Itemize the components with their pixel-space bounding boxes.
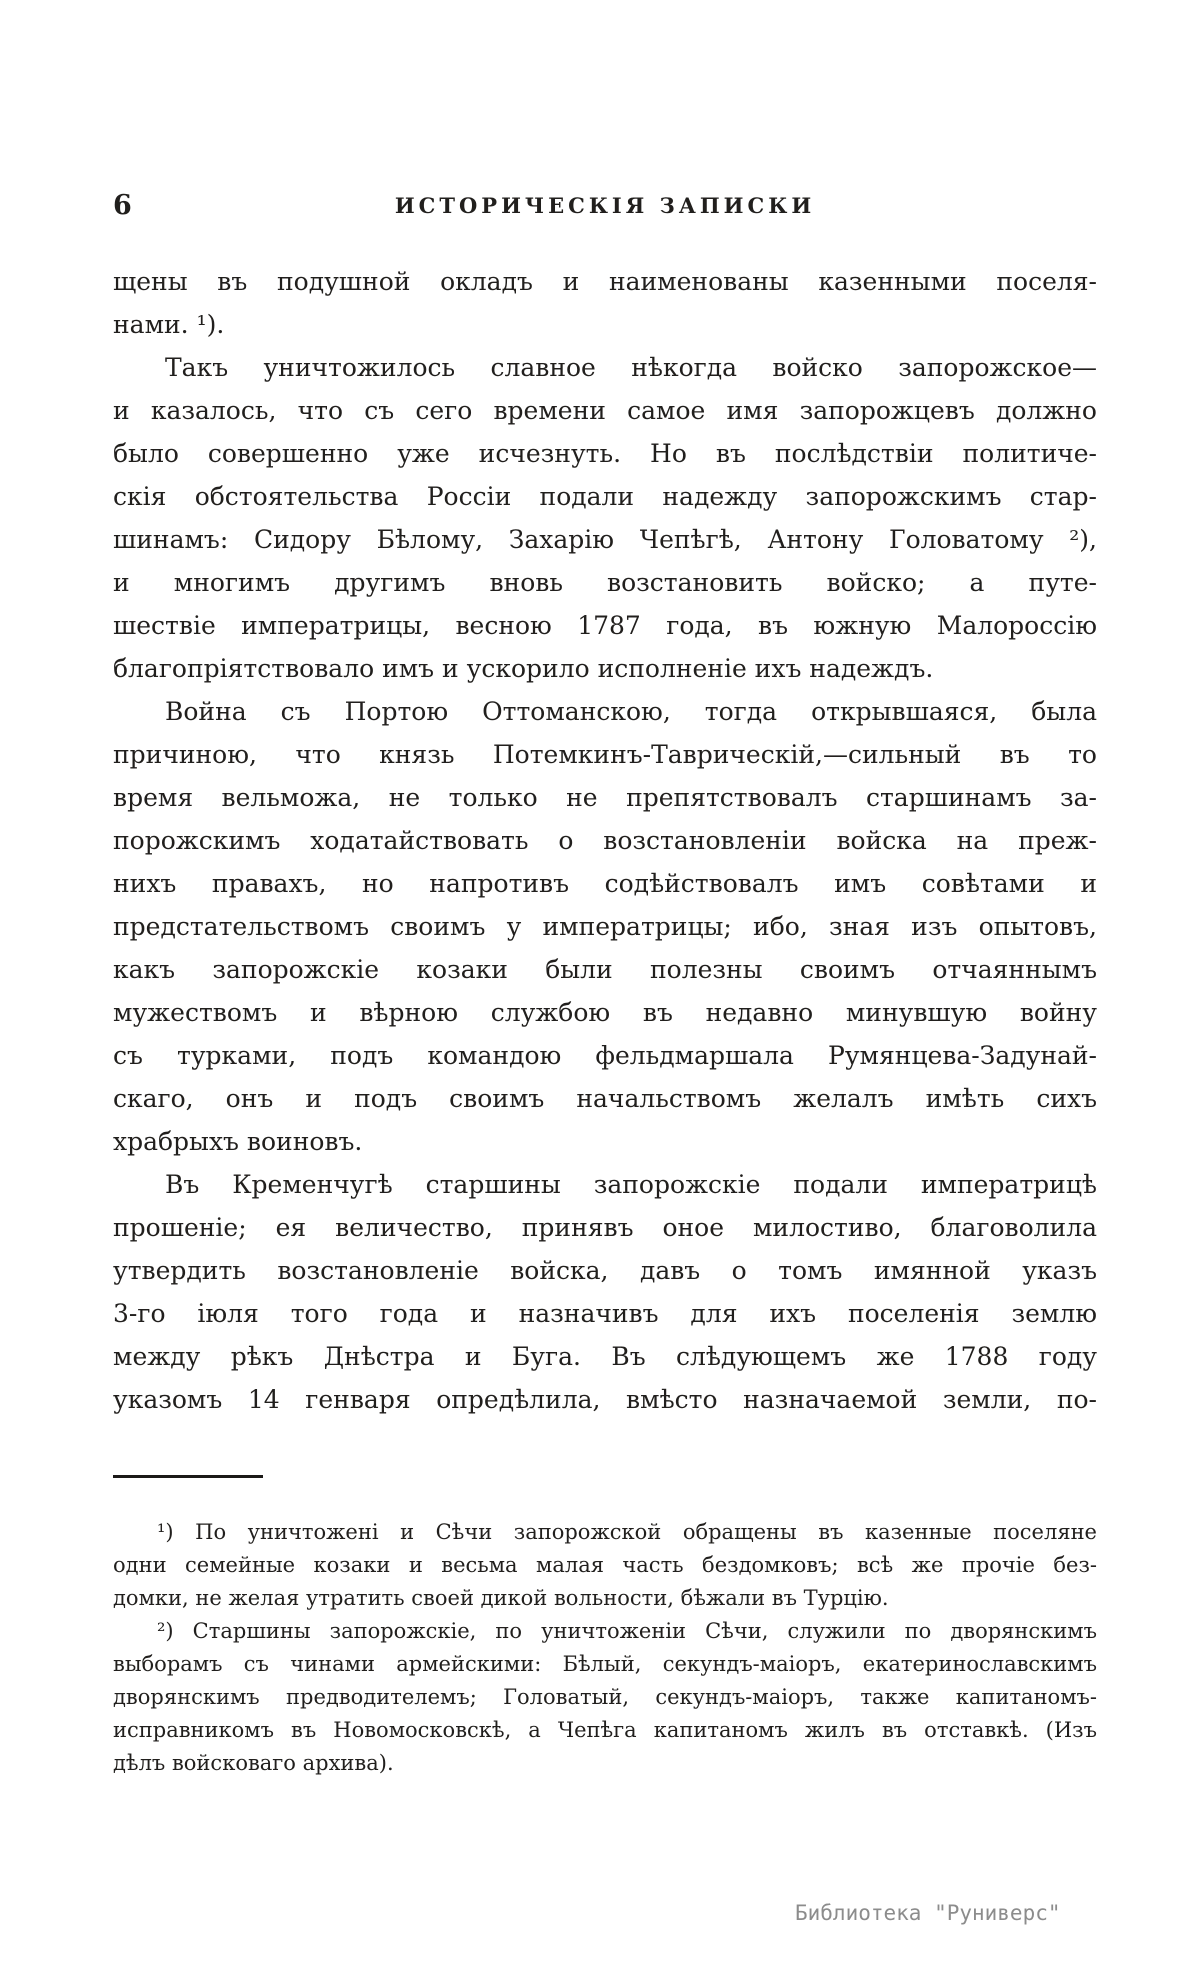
body-line: прошеніе; ея величество, принявъ оное милостиво, благоволила [113,1213,1097,1242]
body-line: причиною, что князь Потемкинъ-Таврическій,—сильный въ то [113,740,1097,769]
body-line: шествіе императрицы, весною 1787 года, въ южную Малороссію [113,611,1097,640]
footnote-line: домки, не желая утратить своей дикой вольности, бѣжали въ Турцію. [113,1586,889,1610]
body-line: Въ Кременчугѣ старшины запорожскіе подали императрицѣ [165,1170,1097,1199]
body-line: предстательствомъ своимъ у императрицы; ибо, зная изъ опытовъ, [113,912,1097,941]
body-line: мужествомъ и вѣрною службою въ недавно минувшую войну [113,998,1097,1027]
footnote-line: дворянскимъ предводителемъ; Головатый, секундъ-маіоръ, также капитаномъ- [113,1685,1097,1709]
body-line: съ турками, подъ командою фельдмаршала Румянцева-Задунай- [113,1041,1097,1070]
footnote-line: дѣлъ войсковаго архива). [113,1751,394,1775]
body-line: щены въ подушной окладъ и наименованы казенными поселя- [113,267,1097,296]
body-line: Такъ уничтожилось славное нѣкогда войско запорожское— [165,353,1097,382]
body-line: Война съ Портою Оттоманскою, тогда открывшаяся, была [165,697,1097,726]
body-line: 3-го іюля того года и назначивъ для ихъ поселенія землю [113,1299,1097,1328]
body-line: нихъ правахъ, но напротивъ содѣйствовалъ имъ совѣтами и [113,869,1097,898]
page-number: 6 [113,190,133,221]
footnote-line: ¹) По уничтожені и Сѣчи запорожской обращены въ казенные поселяне [157,1520,1097,1544]
footnote-line: выборамъ съ чинами армейскими: Бѣлый, секундъ-маіоръ, екатеринославскимъ [113,1652,1097,1676]
page-header-row [113,190,1097,224]
running-header-title: ИСТОРИЧЕСКІЯ ЗАПИСКИ [394,193,816,218]
body-line: скія обстоятельства Россіи подали надежду запорожскимъ стар- [113,482,1097,511]
footnote-line: одни семейные козаки и весьма малая часть бездомковъ; всѣ же прочіе без- [113,1553,1097,1577]
footnote-line: исправникомъ въ Новомосковскѣ, а Чепѣга капитаномъ жилъ въ отставкѣ. (Изъ [113,1718,1097,1742]
footnote-line: ²) Старшины запорожскіе, по уничтоженіи Сѣчи, служили по дворянскимъ [157,1619,1097,1643]
footnote-separator-rule [113,1475,263,1478]
body-line: храбрыхъ воиновъ. [113,1127,363,1156]
body-line: нами. ¹). [113,310,225,339]
body-line: время вельможа, не только не препятствовалъ старшинамъ за- [113,783,1097,812]
body-line: шинамъ: Сидору Бѣлому, Захарію Чепѣгѣ, Антону Головатому ²), [113,525,1097,554]
body-text [113,260,1097,1421]
body-line: какъ запорожскіе козаки были полезны своимъ отчаяннымъ [113,955,1097,984]
body-line: порожскимъ ходатайствовать о возстановленіи войска на преж- [113,826,1097,855]
body-line: и казалось, что съ сего времени самое имя запорожцевъ должно [113,396,1097,425]
library-watermark: Библиотека "Руниверс" [795,1901,1061,1925]
body-line: и многимъ другимъ вновь возстановить войско; а путе- [113,568,1097,597]
body-line: утвердить возстановленіе войска, давъ о томъ имянной указъ [113,1256,1097,1285]
footnotes-section [113,1516,1097,1780]
body-line: скаго, онъ и подъ своимъ начальствомъ желалъ имѣть сихъ [113,1084,1097,1113]
body-line: указомъ 14 генваря опредѣлила, вмѣсто назначаемой земли, по- [113,1385,1097,1414]
body-line: было совершенно уже исчезнуть. Но въ послѣдствіи политиче- [113,439,1097,468]
body-line: благопріятствовало имъ и ускорило исполненіе ихъ надеждъ. [113,654,934,683]
body-line: между рѣкъ Днѣстра и Буга. Въ слѣдующемъ же 1788 году [113,1342,1097,1371]
